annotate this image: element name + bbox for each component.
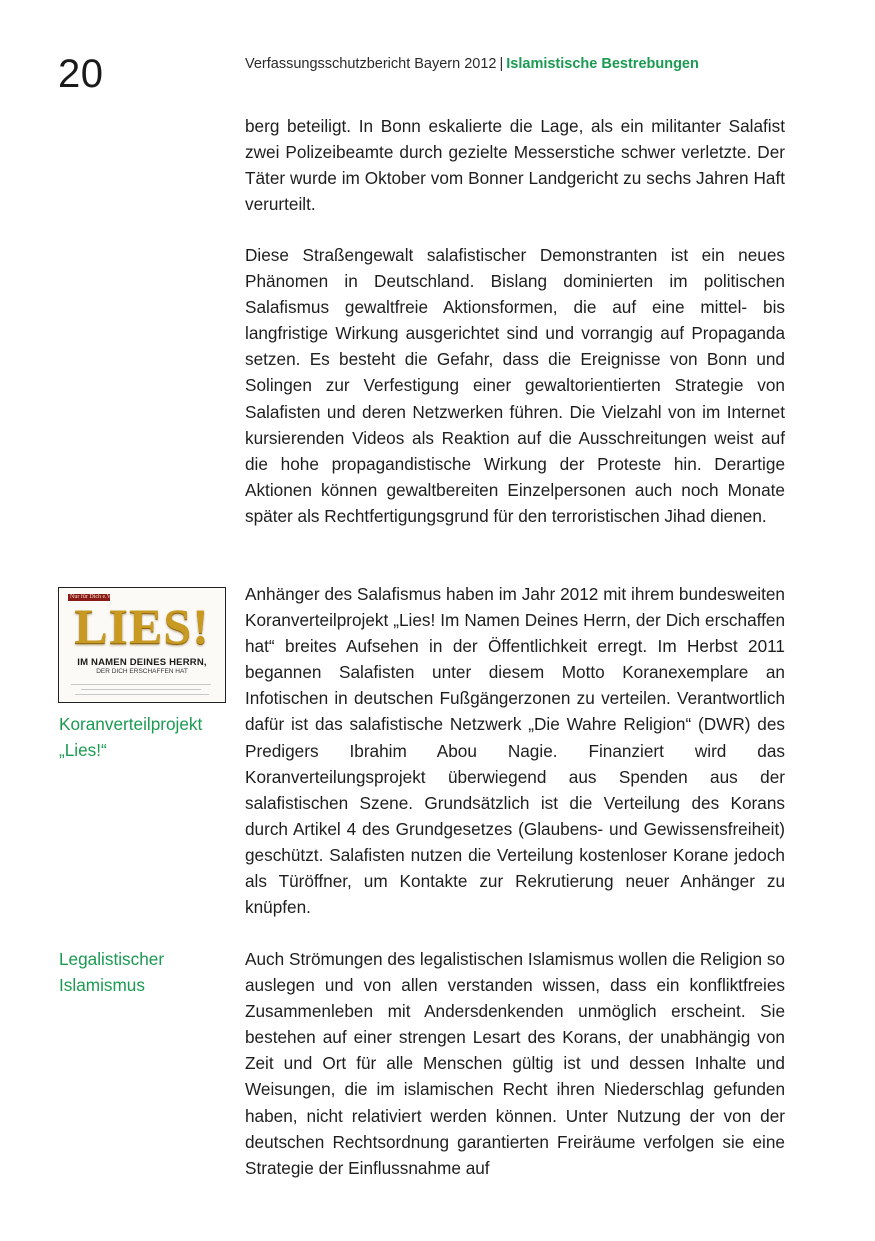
page-number: 20 xyxy=(58,52,104,96)
paragraph-3: Anhänger des Salafismus haben im Jahr 2012 mit ihrem bundesweiten Koranverteilprojekt „Lies! Im Namen Deines Herrn, der Dich erschaffen hat“ breites Aufsehen in der Öffentlichkeit erregt. Im Herbst 2011 begannen Salafisten unter diesem Motto Koranexemplare an Infotischen in deutschen Fußgängerzonen zu verteilen. Verantwortlich dafür ist das salafistische Netzwerk „Die Wahre Religion“ (DWR) des Predigers Ibrahim Abou Nagie. Finanziert wird das Koranverteilungsprojekt überwiegend aus Spenden aus der salafistischen Szene. Grundsätzlich ist die Verteilung des Korans durch Artikel 4 des Grundgesetzes (Glaubens- und Gewissensfreiheit) geschützt. Salafisten nutzen die Verteilung kostenloser Korane jedoch als Türöffner, um Kontakte zur Rekrutierung neuer Anhänger zu knüpfen. xyxy=(245,584,785,918)
poster-caption: Koranverteilprojekt „Lies!“ xyxy=(59,714,203,761)
paragraph-4: Auch Strömungen des legalistischen Islamismus wollen die Religion so auslegen und von allen verstanden wissen, dass ein konfliktfreies Zusammenleben mit Andersdenkenden unmöglich erscheint. Sie bestehen auf einer strengen Lesart des Korans, der unabhängig von Zeit und Ort für alle Menschen gültig ist und dessen Inhalte und Weisungen, die im islamischen Recht ihren Niederschlag gefunden haben, nicht relativiert werden können. Unter Nutzung der von der deutschen Rechtsordnung garantierten Freiräume verfolgen sie eine Strategie der Einflussnahme auf xyxy=(245,949,785,1178)
lies-poster-image xyxy=(58,587,226,703)
poster-headline: LIES! xyxy=(74,598,210,654)
poster-fine-print xyxy=(75,694,209,695)
publication-title: Verfassungsschutzbericht Bayern 2012 xyxy=(245,56,497,72)
header-separator: | xyxy=(499,56,504,72)
poster-tag: Nur für Dich e.V. xyxy=(70,594,112,600)
paragraph-1: berg beteiligt. In Bonn eskalierte die Lage, als ein militanter Salafist zwei Polizeibeamte durch gezielte Messerstiche schwer verletzte. Der Täter wurde im Oktober vom Bonner Landgericht zu sechs Jahren Haft verurteilt. xyxy=(245,116,785,215)
poster-fine-print xyxy=(71,684,211,685)
poster-subline-2: DER DICH ERSCHAFFEN HAT xyxy=(96,668,188,675)
margin-note-legalistic-islamism: Legalistischer Islamismus xyxy=(59,949,165,996)
poster-fine-print xyxy=(81,689,201,690)
running-header xyxy=(245,55,699,73)
section-title: Islamistische Bestrebungen xyxy=(506,56,699,72)
paragraph-2: Diese Straßengewalt salafistischer Demonstranten ist ein neues Phänomen in Deutschland. Bislang dominierten im politischen Salafismus gewaltfreie Aktionsformen, die auf eine mittel- bis langfristige Wirkung ausgerichtet sind und vorrangig auf Propaganda setzen. Es besteht die Gefahr, dass die Ereignisse von Bonn und Solingen zur Verfestigung einer gewaltorientierten Strategie von Salafisten und deren Netzwerken führen. Die Vielzahl von im Internet kursierenden Videos als Reaktion auf die Ausschreitungen weist auf die hohe propagandistische Wirkung der Proteste hin. Derartige Aktionen können gewaltbereiten Einzelpersonen auch noch Monate später als Rechtfertigungsgrund für den terroristischen Jihad dienen. xyxy=(245,245,785,526)
poster-subline-1: IM NAMEN DEINES HERRN, xyxy=(77,657,207,668)
